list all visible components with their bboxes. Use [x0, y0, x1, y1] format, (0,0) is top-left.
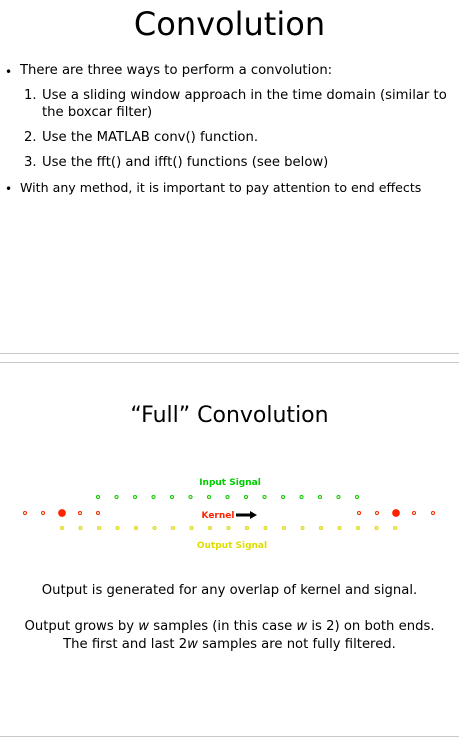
convolution-diagram — [0, 470, 459, 560]
output-sample-dot — [264, 526, 267, 529]
slide-title: “Full” Convolution — [130, 403, 329, 428]
output-sample-dot — [245, 526, 248, 529]
bullet-text: There are three ways to perform a convolution: — [20, 63, 333, 78]
kernel-sample-dot — [412, 511, 415, 514]
output-sample-dot — [60, 526, 63, 529]
kernel-sample-dot — [357, 511, 360, 514]
kernel-sample-dot — [41, 511, 44, 514]
input-sample-dot — [189, 495, 192, 498]
bullet-dot-icon: • — [5, 65, 13, 79]
input-signal-dots — [96, 495, 358, 498]
kernel-sample-dot — [96, 511, 99, 514]
slide-divider — [0, 362, 459, 363]
output-sample-dot — [319, 526, 322, 529]
bullet-dot-icon: • — [5, 182, 13, 196]
text-span: is 2) on both ends. The first and last 2 — [63, 619, 435, 652]
input-sample-dot — [96, 495, 99, 498]
kernel-sample-dot — [393, 510, 400, 517]
kernel-sample-dot — [78, 511, 81, 514]
slide-title: Convolution — [133, 5, 326, 43]
item-number: 3. — [24, 155, 37, 170]
text-span: Output grows by — [24, 619, 139, 634]
item-text: Use the MATLAB conv() function. — [42, 130, 259, 145]
input-sample-dot — [318, 495, 321, 498]
output-sample-dot — [282, 526, 285, 529]
input-sample-dot — [263, 495, 266, 498]
output-sample-dot — [208, 526, 211, 529]
kernel-sample-dot — [375, 511, 378, 514]
numbered-item — [0, 154, 459, 171]
kernel-sample-dot — [23, 511, 26, 514]
text-span: samples (in this case — [149, 619, 297, 634]
input-sample-dot — [133, 495, 136, 498]
output-sample-dot — [79, 526, 82, 529]
slide-full-convolution — [0, 372, 459, 735]
input-sample-dot — [244, 495, 247, 498]
bullet-item — [0, 179, 459, 196]
item-text: Use a sliding window approach in the time domain (similar to the boxcar filter) — [42, 88, 447, 120]
input-sample-dot — [337, 495, 340, 498]
item-number: 2. — [24, 130, 37, 145]
output-signal-label: Output Signal — [196, 541, 268, 551]
slide-divider — [0, 736, 459, 737]
output-sample-dot — [356, 526, 359, 529]
output-signal-dots — [60, 526, 396, 529]
kernel-sample-dot — [431, 511, 434, 514]
input-sample-dot — [170, 495, 173, 498]
w-variable: w — [296, 619, 308, 634]
kernel-sample-dot — [59, 510, 66, 517]
input-sample-dot — [355, 495, 358, 498]
item-number: 1. — [24, 88, 37, 103]
output-sample-dot — [134, 526, 137, 529]
overlap-paragraph: Output is generated for any overlap of kernel and signal. — [41, 583, 418, 598]
item-text: Use the fft() and ifft() functions (see below) — [42, 155, 329, 170]
bullet-text: With any method, it is important to pay attention to end effects — [20, 180, 422, 195]
input-sample-dot — [281, 495, 284, 498]
output-sample-dot — [338, 526, 341, 529]
numbered-item — [0, 129, 459, 146]
input-sample-dot — [300, 495, 303, 498]
kernel-label: Kernel — [201, 511, 235, 521]
bullet-item — [0, 62, 459, 79]
growth-paragraph — [20, 618, 439, 654]
input-sample-dot — [115, 495, 118, 498]
output-sample-dot — [171, 526, 174, 529]
bullet-list — [0, 62, 459, 204]
output-sample-dot — [116, 526, 119, 529]
output-sample-dot — [227, 526, 230, 529]
w-variable: w — [138, 619, 150, 634]
slide-convolution — [0, 0, 459, 352]
input-sample-dot — [226, 495, 229, 498]
slide-divider — [0, 353, 459, 354]
output-sample-dot — [301, 526, 304, 529]
output-sample-dot — [393, 526, 396, 529]
output-sample-dot — [190, 526, 193, 529]
input-sample-dot — [152, 495, 155, 498]
input-signal-label: Input Signal — [199, 478, 261, 488]
input-sample-dot — [207, 495, 210, 498]
numbered-item — [0, 87, 459, 121]
text-span: samples are not fully filtered. — [197, 637, 396, 652]
kernel-arrow-icon — [236, 511, 257, 519]
output-sample-dot — [375, 526, 378, 529]
output-sample-dot — [153, 526, 156, 529]
w-variable: w — [187, 637, 198, 652]
output-sample-dot — [97, 526, 100, 529]
